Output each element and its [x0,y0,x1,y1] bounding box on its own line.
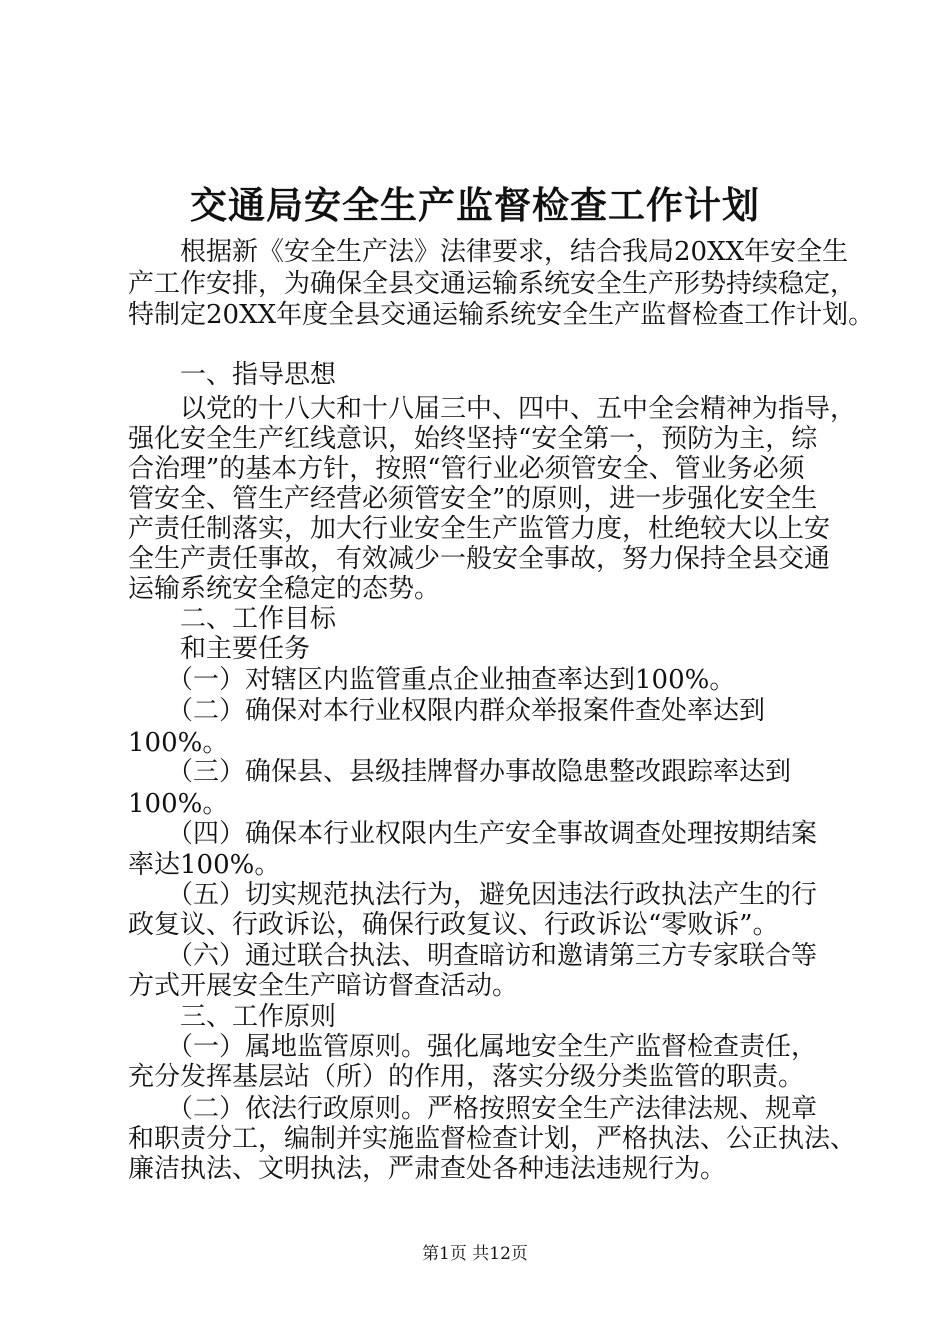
list-item: （二）依法行政原则。严格按照安全生产法律法规、规章 [128,1094,818,1124]
paragraph-line: 以党的十八大和十八届三中、四中、五中全会精神为指导， [128,394,857,424]
page-number: 第1页 共12页 [422,1244,528,1264]
paragraph-line: 100%。 [128,789,229,819]
paragraph-line: 率达100%。 [128,850,281,880]
list-item: （四）确保本行业权限内生产安全事故调查处理按期结案 [128,819,818,849]
list-item: （六）通过联合执法、明查暗访和邀请第三方专家联合等 [128,941,818,971]
list-item: （三）确保县、县级挂牌督办事故隐患整改跟踪率达到 [128,757,792,787]
paragraph-line: 特制定20XX年度全县交通运输系统安全生产监督检查工作计划。 [128,300,875,330]
paragraph-line: 充分发挥基层站（所）的作用，落实分级分类监管的职责。 [128,1062,805,1092]
paragraph-line: 廉洁执法、文明执法，严肃查处各种违法违规行为。 [128,1154,727,1184]
list-item: （五）切实规范执法行为，避免因违法行政执法产生的行 [128,880,818,910]
paragraph-line: 全生产责任事故，有效减少一般安全事故，努力保持全县交通 [128,544,831,574]
list-item: （二）确保对本行业权限内群众举报案件查处率达到 [128,696,766,726]
paragraph-line: 强化安全生产红线意识，始终坚持“安全第一，预防为主，综 [128,424,818,454]
section-heading: 和主要任务 [128,634,311,664]
paragraph-line: 管安全、管生产经营必须管安全”的原则，进一步强化安全生 [128,484,818,514]
paragraph-line: 和职责分工，编制并实施监督检查计划，严格执法、公正执法、 [128,1124,857,1154]
paragraph-line: 运输系统安全稳定的态势。 [128,574,441,604]
paragraph-line: 100%。 [128,728,229,758]
paragraph-line: 产责任制落实，加大行业安全生产监管力度，杜绝较大以上安 [128,514,831,544]
list-item: （一）属地监管原则。强化属地安全生产监督检查责任， [128,1032,818,1062]
section-heading: 一、指导思想 [128,360,337,390]
paragraph-line: 合治理”的基本方针，按照“管行业必须管安全、管业务必须 [128,454,805,484]
document-title: 交通局安全生产监督检查工作计划 [190,183,760,227]
list-item: （一）对辖区内监管重点企业抽查率达到100%。 [128,665,736,695]
section-heading: 二、工作目标 [128,604,337,634]
paragraph-line: 方式开展安全生产暗访督查活动。 [128,971,519,1001]
section-heading: 三、工作原则 [128,1002,337,1032]
paragraph-line: 根据新《安全生产法》法律要求，结合我局20XX年安全生 [128,237,849,267]
paragraph-line: 政复议、行政诉讼，确保行政复议、行政诉讼“零败诉”。 [128,910,779,940]
paragraph-line: 产工作安排，为确保全县交通运输系统安全生产形势持续稳定， [128,269,857,299]
